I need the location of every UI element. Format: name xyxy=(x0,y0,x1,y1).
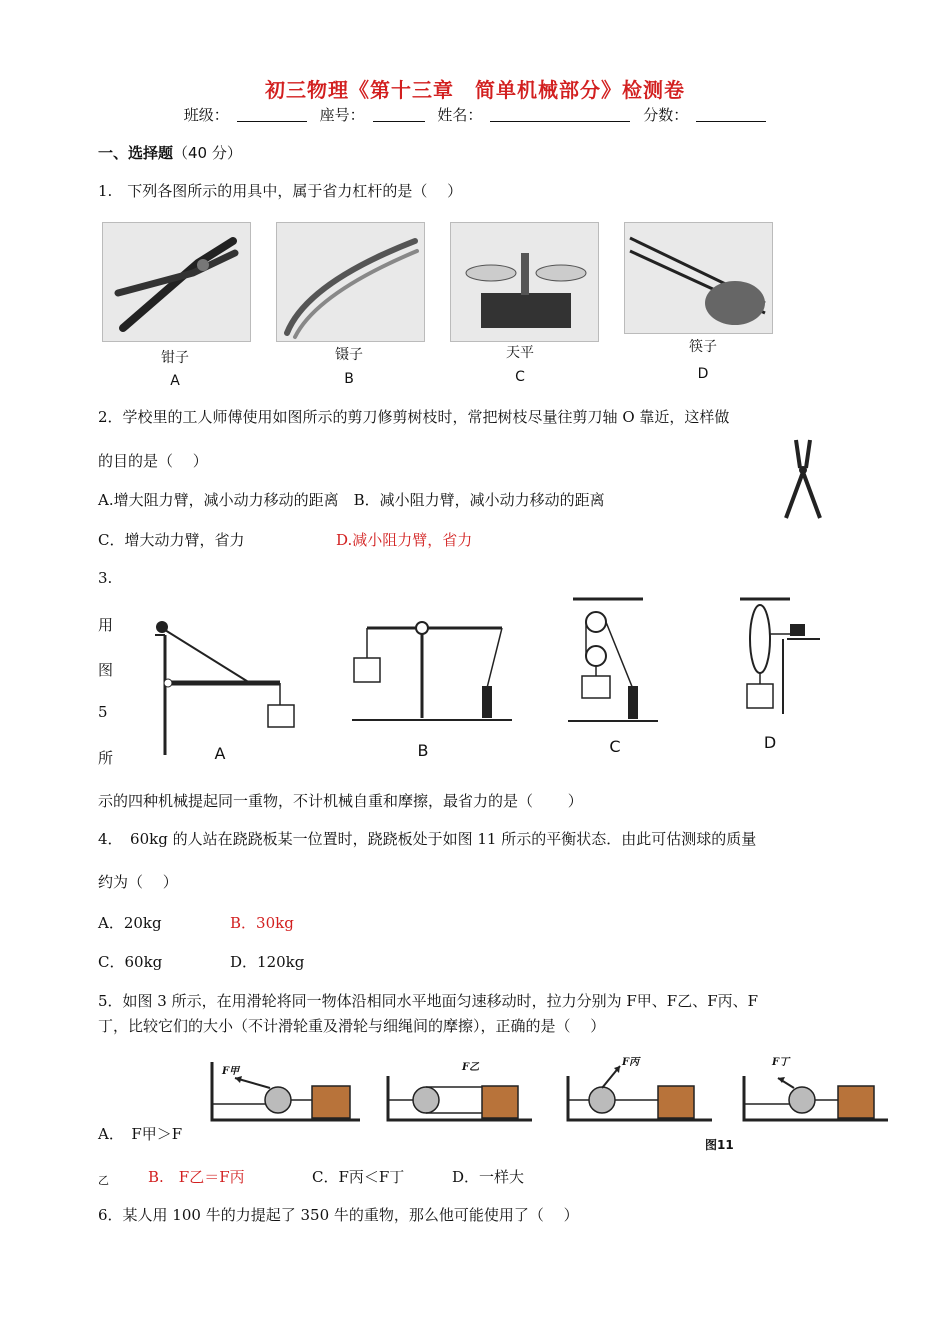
q3-char-2: 用 xyxy=(98,616,114,634)
q1-label-a-letter: A xyxy=(170,373,180,389)
q5-option-c: C．F丙＜F丁 xyxy=(312,1168,405,1186)
q2-option-c: C．增大动力臂，省力 xyxy=(98,531,245,549)
q1-label-d-letter: D xyxy=(697,366,709,382)
q2-stem-line1: 2．学校里的工人师傅使用如图所示的剪刀修剪树枝时，常把树枝尽量往剪刀轴 O 靠近，这样做 xyxy=(98,408,730,426)
tweezers-image xyxy=(276,222,425,342)
q4-option-a: A．20kg xyxy=(98,914,162,932)
q1-stem: 1. 下列各图所示的用具中，属于省力杠杆的是（ ） xyxy=(98,182,463,200)
q1-label-a-name: 钳子 xyxy=(161,350,189,366)
q3-fig-letter-d: D xyxy=(763,733,777,752)
student-info-line xyxy=(0,104,950,125)
q2-option-a xyxy=(98,489,605,510)
seat-blank[interactable] xyxy=(373,107,425,122)
q4-stem-line2: 约为（ ） xyxy=(98,873,178,891)
balance-image xyxy=(450,222,599,342)
name-blank[interactable] xyxy=(490,107,630,122)
q2-option-b-text: B．减小阻力臂，减小动力移动的距离 xyxy=(353,491,605,509)
section-title: 一、选择题 xyxy=(98,144,174,162)
q3-fig-letter-a: A xyxy=(214,744,226,763)
q3-figure-d-pulley xyxy=(735,594,830,719)
q1-label-d-name: 筷子 xyxy=(689,339,717,355)
score-blank[interactable] xyxy=(696,107,766,122)
q3-char-3: 图 xyxy=(98,661,114,679)
q3-char-4: 5 xyxy=(98,703,108,721)
q3-figure-c-pulley xyxy=(568,594,658,729)
q5-label-f-jia: F甲 xyxy=(222,1066,240,1077)
q3-figure-a-lever xyxy=(140,615,310,765)
q2-option-d: D.减小阻力臂，省力 xyxy=(336,531,473,549)
q1-label-c-letter: C xyxy=(515,369,525,385)
class-label: 班级： xyxy=(183,106,229,124)
q5-figure-caption: 图11 xyxy=(705,1138,734,1152)
name-label: 姓名： xyxy=(437,106,483,124)
pliers-image xyxy=(102,222,251,342)
section-points: （40 分） xyxy=(173,144,242,162)
q3-char-1: 3. xyxy=(98,569,113,587)
q2-stem-line2: 的目的是（ ） xyxy=(98,452,208,470)
page-title: 初三物理《第十三章 简单机械部分》检测卷 xyxy=(265,78,685,102)
q3-fig-letter-b: B xyxy=(417,741,429,760)
q6-stem: 6．某人用 100 牛的力提起了 350 牛的重物，那么他可能使用了（ ） xyxy=(98,1206,579,1224)
chopsticks-image xyxy=(624,222,773,334)
q3-char-5: 所 xyxy=(98,749,114,767)
q5-option-a-part1: A． F甲＞F xyxy=(98,1125,183,1143)
q5-label-f-ding: F丁 xyxy=(772,1057,790,1068)
class-blank[interactable] xyxy=(237,107,307,122)
q4-option-d: D．120kg xyxy=(230,953,305,971)
score-label: 分数： xyxy=(643,106,689,124)
pliers-icon xyxy=(103,223,250,341)
q4-option-c: C．60kg xyxy=(98,953,163,971)
balance-icon xyxy=(451,223,598,341)
q5-option-a-part2: 乙 xyxy=(98,1174,109,1187)
q5-panel-2 xyxy=(388,1076,532,1120)
seat-label: 座号： xyxy=(319,106,365,124)
q1-label-c-name: 天平 xyxy=(506,345,534,361)
q5-panel-4 xyxy=(744,1076,888,1120)
q5-panel-3 xyxy=(568,1066,712,1120)
shears-icon xyxy=(778,438,828,522)
q5-stem-line2: 丁，比较它们的大小（不计滑轮重及滑轮与细绳间的摩擦），正确的是（ ） xyxy=(98,1017,606,1035)
q5-label-f-yi: F乙 xyxy=(462,1062,480,1073)
q5-option-b: B. F乙＝F丙 xyxy=(148,1168,245,1186)
section-heading xyxy=(98,142,242,163)
q3-stem-end: 示的四种机械提起同一重物，不计机械自重和摩擦，最省力的是（ ） xyxy=(98,792,583,810)
q3-fig-letter-c: C xyxy=(609,737,621,756)
q1-label-b-letter: B xyxy=(344,371,354,387)
q5-stem-line1: 5．如图 3 所示，在用滑轮将同一物体沿相同水平地面匀速移动时，拉力分别为 F甲、F乙、F丙、F xyxy=(98,992,759,1010)
q4-option-b: B．30kg xyxy=(230,914,294,932)
q4-stem-line1: 4． 60kg 的人站在跷跷板某一位置时，跷跷板处于如图 11 所示的平衡状态．由此可估测球的质量 xyxy=(98,830,757,848)
q5-option-d: D．一样大 xyxy=(452,1168,525,1186)
q3-figure-b-steelyard xyxy=(352,618,512,728)
q2-option-a-text: A.增大阻力臂，减小动力移动的距离 xyxy=(98,491,339,509)
chopsticks-icon xyxy=(625,223,772,333)
tweezers-icon xyxy=(277,223,424,341)
q5-label-f-bing: F丙 xyxy=(622,1057,640,1068)
q1-label-b-name: 镊子 xyxy=(335,347,363,363)
